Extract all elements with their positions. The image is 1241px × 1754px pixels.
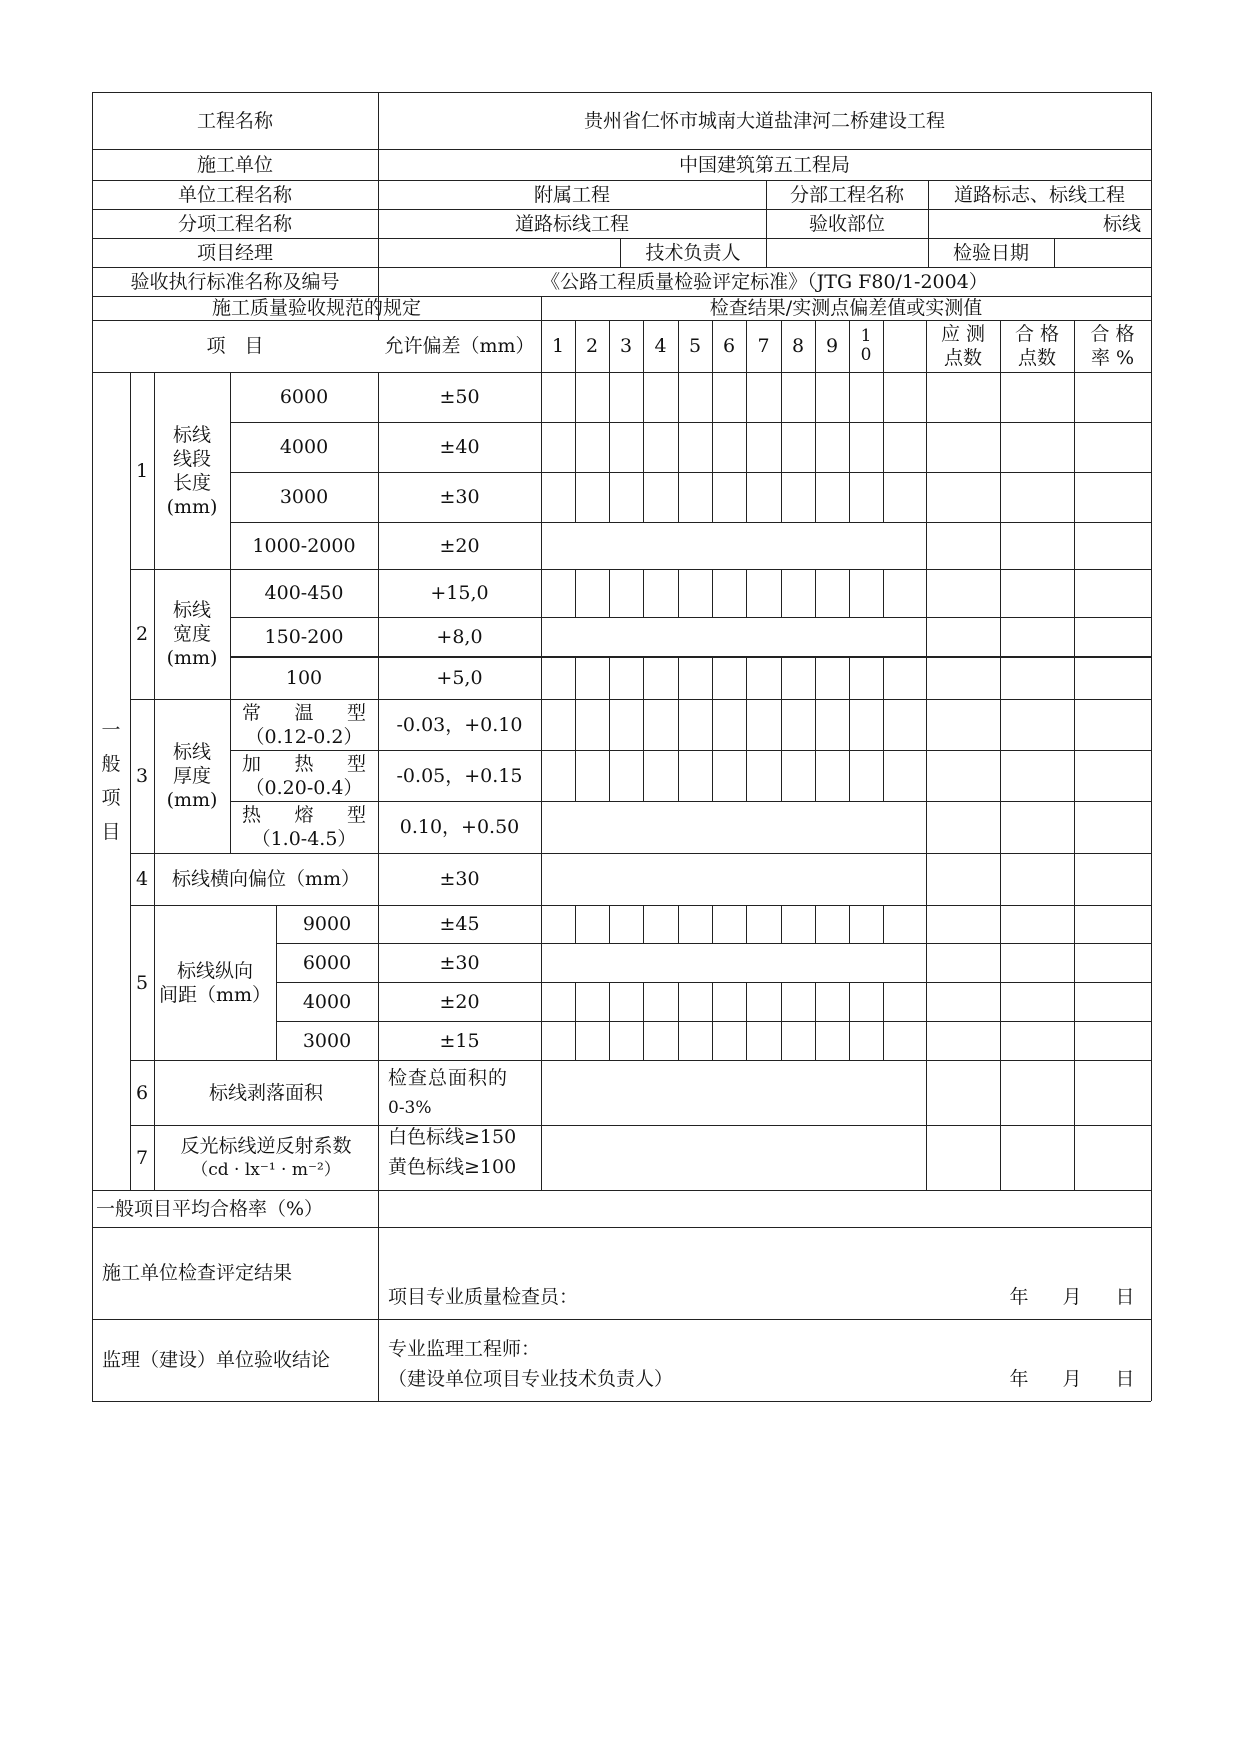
grid-line — [609, 569, 610, 617]
item-3-tol-2: -0.05，+0.15 — [396, 764, 523, 787]
grid-line — [746, 656, 747, 699]
grid-line — [781, 320, 782, 372]
accept-part-label: 验收部位 — [808, 212, 885, 235]
grid-line — [92, 1319, 1151, 1320]
item-5-sub-2: 6000 — [302, 951, 352, 974]
sub-item-label: 分项工程名称 — [177, 212, 292, 235]
grid-line — [766, 180, 767, 238]
item-2-tol-1: +15,0 — [430, 582, 489, 604]
item-3-sub-2-range: （0.20-0.4） — [245, 776, 363, 799]
item-3-sub-1 — [230, 699, 378, 750]
grid-line — [815, 699, 816, 801]
unit-project-label: 单位工程名称 — [177, 183, 292, 206]
point-header-3: 3 — [619, 335, 633, 357]
grid-line — [781, 656, 782, 699]
item-1-no: 1 — [135, 459, 149, 482]
grid-line — [849, 656, 850, 699]
grid-line — [92, 296, 1151, 297]
item-6-tol-line-2: 0-3% — [388, 1097, 432, 1118]
grid-line — [92, 1227, 1151, 1228]
grid-line — [883, 656, 884, 699]
pass-rate-header: 合 格 率 % — [1090, 323, 1135, 369]
item-3-sub-1-type: 常温型 — [242, 701, 366, 724]
supervisor-year: 年 — [1009, 1368, 1029, 1390]
item-1-sub-4: 1000-2000 — [252, 534, 356, 557]
grid-line — [609, 699, 610, 801]
grid-line — [541, 372, 542, 1190]
item-5-tol-3: ±20 — [439, 990, 480, 1013]
grid-line — [883, 320, 884, 372]
result-header: 检查结果/实测点偏差值或实测值 — [709, 297, 983, 319]
grid-line — [230, 372, 231, 853]
grid-line — [378, 372, 379, 1401]
project-name-value: 贵州省仁怀市城南大道盐津河二桥建设工程 — [583, 109, 945, 132]
standard-value: 《公路工程质量检验评定标准》（JTG F80/1-2004） — [541, 270, 988, 293]
point-header-8: 8 — [791, 335, 805, 357]
grid-line — [575, 372, 576, 522]
item-5-tol-4: ±15 — [439, 1029, 480, 1052]
grid-line — [815, 569, 816, 617]
accept-part-value: 标线 — [1102, 212, 1141, 235]
grid-line — [712, 905, 713, 943]
item-7-no: 7 — [135, 1146, 149, 1169]
item-7-name-line-2: （cd · lx⁻¹ · m⁻²） — [191, 1159, 341, 1180]
grid-line — [575, 699, 576, 801]
grid-line — [781, 982, 782, 1060]
grid-line — [92, 267, 1151, 268]
grid-line — [92, 1190, 1151, 1191]
grid-line — [620, 238, 621, 267]
item-6-tol — [378, 1060, 541, 1125]
item-5-tol-2: ±30 — [439, 951, 480, 974]
grid-line — [130, 569, 1151, 570]
grid-line — [609, 320, 610, 372]
grid-line — [541, 320, 542, 372]
grid-line — [575, 656, 576, 699]
grid-line — [926, 372, 927, 1190]
item-2-tol-2: +8,0 — [436, 625, 483, 648]
grid-line — [92, 372, 1151, 373]
grid-line — [92, 320, 1151, 321]
grid-line — [781, 569, 782, 617]
passed-points-header: 合 格 点数 — [1014, 323, 1060, 369]
point-header-2: 2 — [585, 335, 599, 357]
grid-line — [1074, 320, 1075, 372]
standard-label: 验收执行标准名称及编号 — [130, 270, 340, 293]
grid-line — [746, 320, 747, 372]
grid-line — [230, 801, 1151, 802]
grid-line — [230, 472, 1151, 473]
item-5-name: 标线纵向 间距（mm） — [158, 959, 272, 1006]
grid-line — [883, 372, 884, 522]
grid-line — [643, 905, 644, 943]
contractor-year: 年 — [1009, 1286, 1029, 1308]
grid-line — [815, 372, 816, 522]
point-header-9: 9 — [825, 335, 839, 357]
item-5-tol-1: ±45 — [439, 913, 480, 935]
grid-line — [849, 699, 850, 801]
grid-line — [815, 905, 816, 943]
grid-line — [712, 699, 713, 801]
item-7-name-line-1: 反光标线逆反射系数 — [180, 1134, 352, 1157]
item-1-sub-2: 4000 — [279, 436, 329, 458]
avg-pass-rate-label: 一般项目平均合格率（%） — [96, 1197, 324, 1220]
grid-line — [609, 982, 610, 1060]
item-7-tol-line-2: 黄色标线≥100 — [388, 1156, 517, 1178]
grid-line — [815, 320, 816, 372]
grid-line — [678, 982, 679, 1060]
grid-line — [92, 92, 93, 1401]
grid-line — [230, 522, 1151, 523]
grid-line — [643, 699, 644, 801]
sub-unit-label: 分部工程名称 — [789, 183, 904, 206]
grid-line — [130, 853, 1151, 854]
item-3-sub-3-type: 热熔型 — [242, 804, 366, 826]
grid-line — [1074, 372, 1075, 1190]
grid-line — [643, 982, 644, 1060]
grid-line — [154, 372, 155, 1190]
item-5-sub-4: 3000 — [302, 1029, 352, 1052]
grid-line — [609, 372, 610, 522]
grid-line — [130, 1060, 1151, 1061]
grid-line — [92, 149, 1151, 150]
item-6-name: 标线剥落面积 — [208, 1081, 323, 1104]
grid-line — [746, 982, 747, 1060]
grid-line — [883, 982, 884, 1060]
item-2-sub-2: 150-200 — [264, 625, 344, 648]
grid-line — [1000, 372, 1001, 1190]
grid-line — [575, 569, 576, 617]
item-3-sub-2-type: 加热型 — [242, 752, 366, 775]
item-7-tol — [378, 1125, 541, 1190]
grid-line — [928, 238, 929, 267]
unit-project-value: 附属工程 — [533, 183, 610, 206]
grid-line — [678, 656, 679, 699]
grid-line — [781, 905, 782, 943]
grid-line — [92, 238, 1151, 239]
item-3-tol-1: -0.03，+0.10 — [396, 713, 523, 736]
item-3-tol-3: 0.10，+0.50 — [399, 816, 520, 838]
grid-line — [928, 180, 929, 238]
item-2-no: 2 — [135, 623, 149, 645]
grid-line — [678, 569, 679, 617]
manager-label: 项目经理 — [196, 241, 273, 264]
grid-line — [230, 656, 1151, 658]
point-header-4: 4 — [654, 335, 667, 357]
grid-line — [575, 905, 576, 943]
item-3-no: 3 — [135, 765, 149, 787]
grid-line — [746, 372, 747, 522]
item-1-tol-2: ±40 — [439, 436, 480, 458]
grid-line — [883, 699, 884, 801]
contractor-day: 日 — [1115, 1286, 1135, 1308]
grid-line — [678, 372, 679, 522]
grid-line — [130, 905, 1151, 906]
tech-lead-label: 技术负责人 — [645, 241, 741, 264]
contractor-result-label: 施工单位检查评定结果 — [102, 1262, 293, 1284]
grid-line — [883, 569, 884, 617]
grid-line — [781, 372, 782, 522]
item-3-sub-2 — [230, 750, 378, 801]
owner-tech-lead-label: （建设单位项目专业技术负责人） — [388, 1368, 674, 1390]
item-1-sub-1: 6000 — [279, 386, 329, 408]
inspection-form — [92, 92, 1151, 1401]
grid-line — [678, 905, 679, 943]
item-1-tol-3: ±30 — [439, 486, 480, 508]
item-2-name: 标线 宽度 (mm) — [166, 599, 218, 669]
grid-line — [1054, 238, 1055, 267]
grid-line — [130, 1125, 1151, 1126]
grid-line — [92, 209, 1151, 210]
point-header-10: 1 0 — [860, 326, 872, 365]
item-1-sub-3: 3000 — [279, 486, 329, 508]
sub-unit-value: 道路标志、标线工程 — [953, 183, 1125, 206]
supervisor-month: 月 — [1062, 1368, 1082, 1390]
sub-item-value: 道路标线工程 — [514, 212, 629, 235]
grid-line — [643, 569, 644, 617]
grid-line — [609, 656, 610, 699]
item-6-tol-line-1: 检查总面积的 — [388, 1066, 509, 1089]
grid-line — [643, 320, 644, 372]
item-5-sub-1: 9000 — [302, 913, 352, 935]
grid-line — [575, 320, 576, 372]
quality-inspector-label: 项目专业质量检查员： — [388, 1286, 579, 1308]
contractor-month: 月 — [1062, 1286, 1082, 1308]
grid-line — [575, 982, 576, 1060]
supervisor-day: 日 — [1115, 1368, 1135, 1390]
item-4-no: 4 — [135, 868, 149, 890]
point-header-5: 5 — [688, 335, 702, 357]
grid-line — [643, 372, 644, 522]
item-1-tol-1: ±50 — [439, 386, 480, 408]
contractor-label: 施工单位 — [196, 153, 273, 176]
grid-line — [746, 699, 747, 801]
grid-line — [230, 617, 1151, 618]
grid-line — [746, 905, 747, 943]
grid-line — [746, 569, 747, 617]
grid-line — [230, 422, 1151, 423]
item-6-no: 6 — [135, 1081, 149, 1104]
item-header: 项 目 — [206, 335, 264, 357]
grid-line — [130, 372, 131, 1190]
grid-line — [1000, 320, 1001, 372]
item-3-sub-3-range: （1.0-4.5） — [251, 828, 357, 850]
inspect-date-label: 检验日期 — [952, 241, 1029, 264]
grid-line — [712, 372, 713, 522]
project-name-label: 工程名称 — [196, 109, 273, 132]
item-3-sub-3 — [230, 801, 378, 853]
item-3-name: 标线 厚度 (mm) — [166, 741, 218, 811]
supervisor-conclusion-label: 监理（建设）单位验收结论 — [102, 1349, 331, 1371]
item-5-no: 5 — [135, 971, 149, 994]
item-2-tol-3: +5,0 — [436, 666, 483, 689]
grid-line — [643, 656, 644, 699]
grid-line — [849, 372, 850, 522]
grid-line — [92, 92, 1151, 93]
grid-line — [378, 92, 379, 320]
grid-line — [849, 320, 850, 372]
grid-line — [781, 699, 782, 801]
grid-line — [678, 320, 679, 372]
grid-line — [678, 699, 679, 801]
grid-line — [712, 982, 713, 1060]
point-header-1: 1 — [551, 335, 565, 357]
grid-line — [92, 180, 1151, 181]
item-1-tol-4: ±20 — [439, 534, 480, 557]
tolerance-header: 允许偏差（mm） — [384, 335, 535, 357]
grid-line — [766, 238, 767, 267]
item-5-sub-3: 4000 — [302, 990, 352, 1013]
point-header-7: 7 — [757, 335, 770, 357]
grid-line — [849, 905, 850, 943]
item-2-sub-3: 100 — [285, 666, 323, 689]
grid-line — [276, 943, 1151, 944]
grid-line — [815, 982, 816, 1060]
grid-line — [276, 982, 1151, 983]
grid-line — [849, 569, 850, 617]
spec-header: 施工质量验收规范的规定 — [211, 297, 421, 319]
item-3-sub-1-range: （0.12-0.2） — [245, 725, 363, 748]
measured-points-header: 应 测 点数 — [940, 323, 986, 369]
contractor-value: 中国建筑第五工程局 — [678, 153, 850, 176]
item-7-tol-line-1: 白色标线≥150 — [388, 1126, 517, 1148]
supervising-engineer-label: 专业监理工程师： — [388, 1338, 541, 1360]
point-header-6: 6 — [722, 335, 736, 357]
grid-line — [712, 656, 713, 699]
grid-line — [883, 905, 884, 943]
grid-line — [276, 1021, 1151, 1022]
item-4-name: 标线横向偏位（mm） — [171, 868, 361, 890]
general-items-label: 一 般 项 目 — [101, 719, 121, 843]
item-4-tol: ±30 — [439, 868, 480, 890]
grid-line — [1151, 92, 1152, 1401]
grid-line — [712, 569, 713, 617]
grid-line — [926, 320, 927, 372]
grid-line — [92, 1401, 1151, 1402]
item-1-name: 标线 线段 长度 (mm) — [166, 423, 218, 518]
grid-line — [130, 699, 1151, 700]
grid-line — [815, 656, 816, 699]
grid-line — [849, 982, 850, 1060]
grid-line — [712, 320, 713, 372]
item-2-sub-1: 400-450 — [264, 582, 344, 604]
grid-line — [609, 905, 610, 943]
grid-line — [230, 750, 1151, 751]
item-7-name — [154, 1125, 378, 1190]
